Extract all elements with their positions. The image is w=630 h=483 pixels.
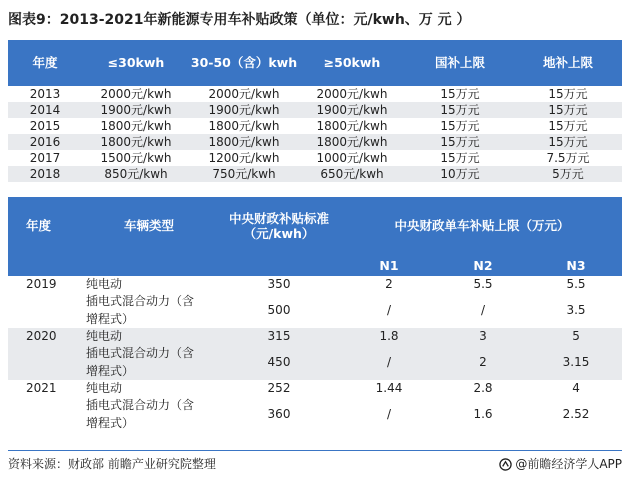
table-cell: 5 [530,328,622,344]
table-cell: 2013 [29,87,61,101]
table-row [8,166,622,182]
table-row [8,292,622,328]
table-cell: 1900元/kwh [298,102,406,118]
table-cell: 15万元 [440,87,480,101]
year-cell: 2019 [26,277,57,291]
table-cell: 15万元 [514,102,622,118]
table-row [8,380,622,396]
table-row [8,328,622,344]
table1-header-ge50: ≥50kwh [298,40,406,86]
table-cell: 15万元 [548,119,588,133]
table-cell: 1800元/kwh [82,134,190,150]
table-cell: 1800元/kwh [298,134,406,150]
table2-subheader-blank [8,255,82,276]
table2-header-standard: 中央财政补贴标准（元/kwh） [216,197,342,255]
table2-header-cap: 中央财政单车补贴上限（万元） [342,197,622,255]
brand-label: @前瞻经济学人APP [515,457,622,471]
figure-title: 图表9：2013-2021年新能源专用车补贴政策（单位：元/kwh、万 元 ） [8,12,471,28]
table-cell: 500 [267,303,291,317]
subsidy-table-2013-2018 [8,40,622,182]
table2-header-n3: N3 [530,255,622,276]
year-cell: 2020 [8,328,82,380]
table-cell: 1900元/kwh [82,102,190,118]
vehicle-type-label: 插电式混合动力（含增程式） [86,398,195,430]
vehicle-type-label: 插电式混合动力（含增程式） [86,346,195,378]
table2-header-n2: N2 [436,255,530,276]
vehicle-type-cell: 纯电动 [82,328,216,344]
table-cell: 15万元 [440,119,480,133]
table-cell: 2000元/kwh [316,87,388,101]
table1-header-national-cap: 国补上限 [406,40,514,86]
table-row [8,86,622,102]
table-cell: 3 [436,328,530,344]
vehicle-type-cell [82,344,216,380]
table-cell: 3.15 [530,344,622,380]
table-cell: 5.5 [566,277,586,291]
table-cell: 5.5 [473,277,493,291]
vehicle-type-cell [82,396,216,432]
table2-header-row [8,197,622,255]
table-row [8,134,622,150]
table-cell: 360 [267,407,291,421]
table-cell: 5万元 [514,166,622,182]
table-cell: 1200元/kwh [208,151,280,165]
table-cell: 1800元/kwh [100,119,172,133]
table-cell: 7.5万元 [546,151,590,165]
table-cell: 2015 [29,119,61,133]
qianzhan-logo-icon [499,458,512,471]
table-row [8,102,622,118]
table-cell: 350 [267,277,291,291]
table-cell: 4 [572,381,580,395]
table-row [8,344,622,380]
table2-subheader-blank [82,255,216,276]
table-cell: 10万元 [406,166,514,182]
table-cell: 1900元/kwh [190,102,298,118]
table-cell: 750元/kwh [190,166,298,182]
table-row [8,396,622,432]
table-row [8,276,622,292]
table1-header-30-50: 30-50（含）kwh [190,40,298,86]
vehicle-type-cell [82,292,216,328]
table2-header-n1: N1 [342,255,436,276]
table-cell: 1.44 [375,381,403,395]
table-cell: / [480,303,486,317]
table-cell: 315 [216,328,342,344]
table-cell: 1000元/kwh [316,151,388,165]
table-cell: 2016 [8,134,82,150]
footer [8,453,622,475]
table-cell: 1800元/kwh [208,119,280,133]
vehicle-type-cell: 纯电动 [86,277,123,291]
table1-header-year: 年度 [8,40,82,86]
table-cell: 1.8 [342,328,436,344]
table-cell: 252 [267,381,291,395]
source-note: 资料来源：财政部 前瞻产业研究院整理 [8,457,216,471]
table-cell: / [386,407,392,421]
table-cell: 15万元 [440,151,480,165]
table2-header-year: 年度 [8,197,82,255]
subsidy-table-2019-2021 [8,197,622,432]
table-cell: 2 [385,277,393,291]
table-cell: 1500元/kwh [100,151,172,165]
table2-header-vehicle-type: 车辆类型 [82,197,216,255]
table1-header-local-cap: 地补上限 [514,40,622,86]
table-cell: 15万元 [514,134,622,150]
footer-divider [8,450,622,451]
table-cell: 450 [216,344,342,380]
table-cell: 2000元/kwh [208,87,280,101]
table-cell: 1800元/kwh [190,134,298,150]
table-cell: / [342,344,436,380]
table-cell: 2017 [29,151,61,165]
table-cell: 2000元/kwh [100,87,172,101]
table-row [8,118,622,134]
vehicle-type-cell: 纯电动 [86,381,123,395]
table-cell: 15万元 [406,134,514,150]
table-cell: 3.5 [566,303,586,317]
table1-header-le30: ≤30kwh [82,40,190,86]
table-cell: 15万元 [548,87,588,101]
table-cell: / [386,303,392,317]
brand-mark [499,453,622,475]
table-cell: 2.52 [562,407,590,421]
table-cell: 2.8 [473,381,493,395]
table-cell: 850元/kwh [82,166,190,182]
table-cell: 1.6 [473,407,493,421]
table-row [8,150,622,166]
table2-subheader-row [8,255,622,276]
table2-subheader-blank [216,255,342,276]
table-cell: 2018 [8,166,82,182]
table-cell: 1800元/kwh [316,119,388,133]
table-cell: 650元/kwh [298,166,406,182]
year-cell: 2021 [26,381,57,395]
table-cell: 15万元 [406,102,514,118]
table-cell: 2014 [8,102,82,118]
table1-header-row [8,40,622,86]
table-cell: 2 [436,344,530,380]
vehicle-type-label: 插电式混合动力（含增程式） [86,294,195,326]
